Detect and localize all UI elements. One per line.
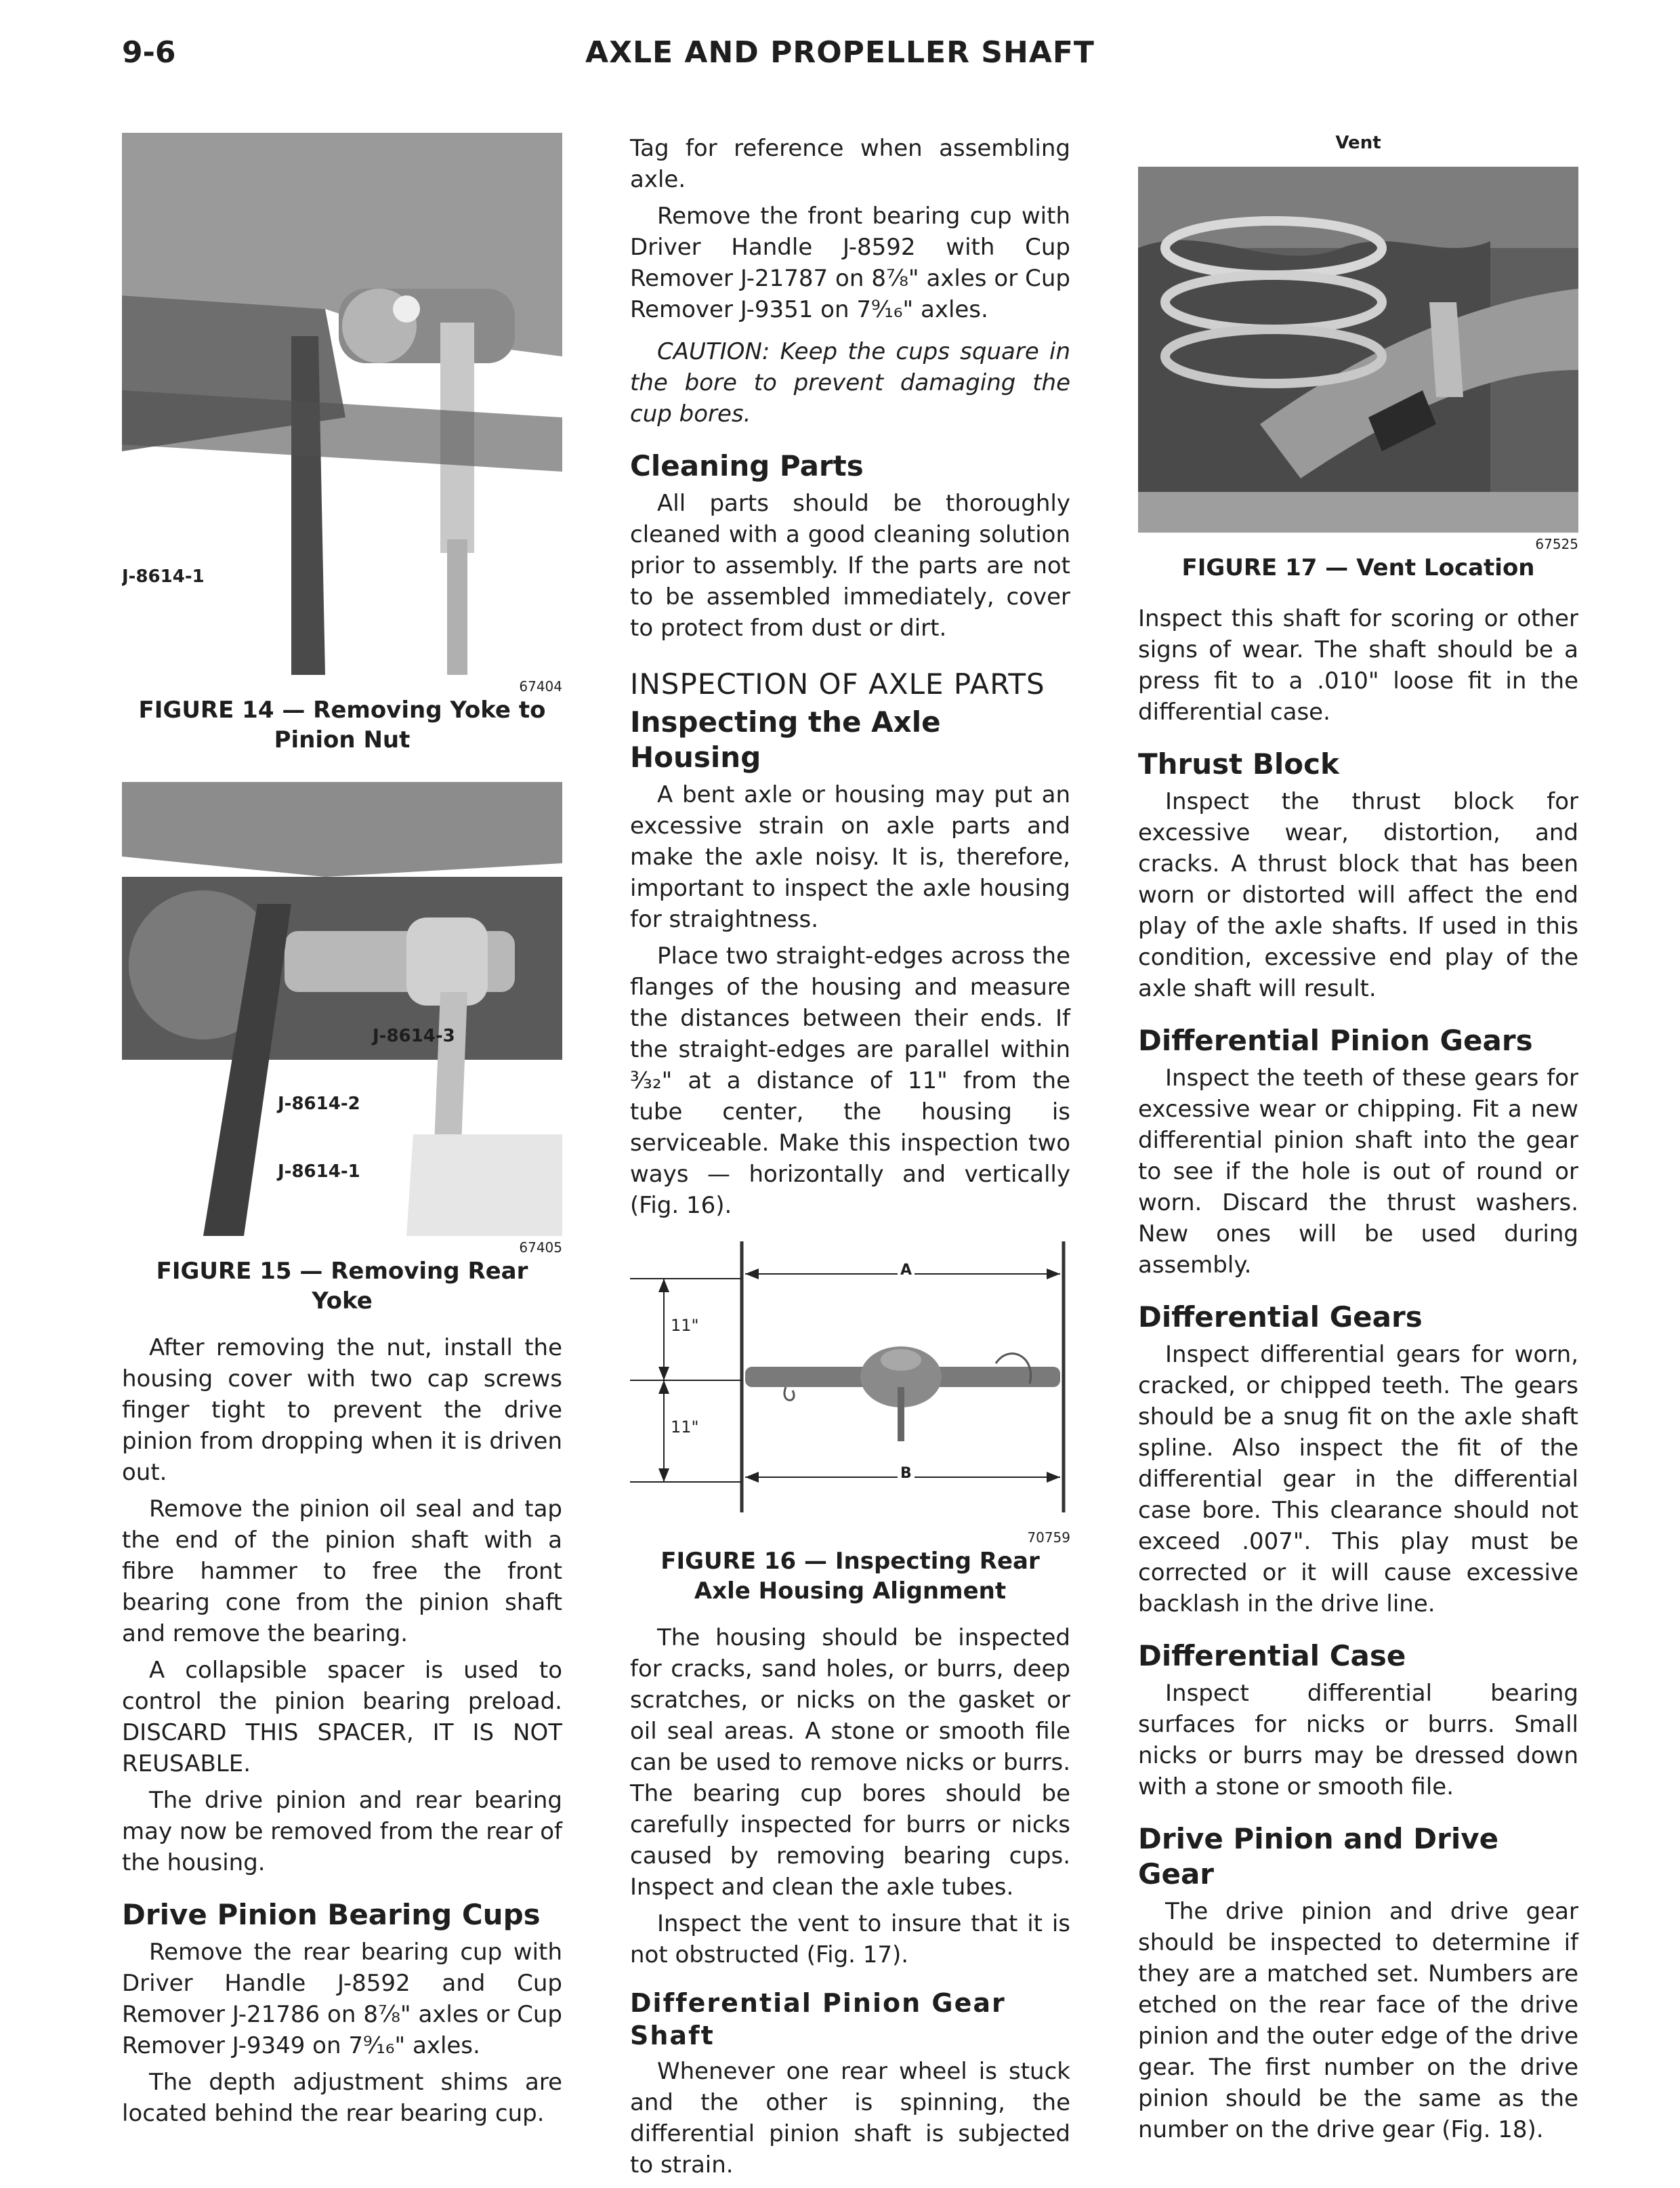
heading-drive-pinion-and-drive-gear: Drive Pinion and Drive Gear xyxy=(1138,1822,1499,1891)
heading-thrust-block: Thrust Block xyxy=(1138,747,1339,781)
figure-16-label-b: B xyxy=(898,1465,915,1482)
figure-16-label-a: A xyxy=(898,1262,915,1279)
figure-14-caption: FIGURE 14 — Removing Yoke to Pinion Nut xyxy=(138,697,546,754)
figure-15-caption: FIGURE 15 — Removing Rear Yoke xyxy=(156,1258,528,1315)
column-2 xyxy=(630,133,1070,2186)
figure-15-photo xyxy=(122,782,562,1236)
paragraph: Remove the rear bearing cup with Driver Handle J-8592 and Cup Remover J-21786 on 8⅞" axles or Cup Remover J-9349 on 7⁹⁄₁₆" axles. xyxy=(122,1939,562,2059)
paragraph: The drive pinion and rear bearing may now be removed from the rear of the housing. xyxy=(122,1787,562,1876)
paragraph: Remove the front bearing cup with Driver Handle J-8592 with Cup Remover J-21787 on 8⅞" axles or Cup Remover J-9351 on 7⁹⁄₁₆" axles. xyxy=(630,203,1070,323)
paragraph: After removing the nut, install the housing cover with two cap screws finger tight to prevent the drive pinion from dropping when it is driven out. xyxy=(122,1334,562,1486)
figure-14 xyxy=(122,133,562,755)
figure-14-photo xyxy=(122,133,562,675)
paragraph: Inspect differential gears for worn, cracked, or chipped teeth. The gears should be a snug fit on the axle shaft spline. Also inspect the fit of the differential gear in the differential case bore. This clearance should not exceed .007". This play must be corrected or it will cause excessive backlash in the drive line. xyxy=(1138,1341,1578,1617)
paragraph: Inspect the teeth of these gears for excessive wear or chipping. Fit a new differential pinion shaft into the gear to see if the hole is out of round or worn. Discard the thrust washers. New ones will be used during assembly. xyxy=(1138,1065,1578,1279)
figure-16 xyxy=(630,1241,1070,1606)
paragraph: Inspect this shaft for scoring or other signs of wear. The shaft should be a press fit to a .010" loose fit in the differential case. xyxy=(1138,605,1578,726)
paragraph: A bent axle or housing may put an excessive strain on axle parts and make the axle noisy. It is, therefore, important to inspect the axle housing for straightness. xyxy=(630,781,1070,933)
figure-16-dimension-upper: 11" xyxy=(671,1316,699,1335)
figure-15 xyxy=(122,782,562,1316)
figure-16-dimension-lower: 11" xyxy=(671,1418,699,1437)
paragraph: Remove the pinion oil seal and tap the end of the pinion shaft with a fibre hammer to free the front bearing cone from the pinion shaft and remove the bearing. xyxy=(122,1495,562,1647)
figure-15-label-j8614-2: J-8614-2 xyxy=(278,1094,360,1114)
figure-17 xyxy=(1138,133,1578,583)
figure-16-diagram xyxy=(630,1241,1070,1526)
figure-17-caption: FIGURE 17 — Vent Location xyxy=(1181,554,1535,581)
paragraph: The drive pinion and drive gear should be inspected to determine if they are a matched set. Numbers are etched on the rear face of the drive pinion and the outer edge of the drive gear. The first number on the drive pinion should be the same as the number on the drive gear (Fig. 18). xyxy=(1138,1898,1578,2143)
column-1 xyxy=(122,133,562,2134)
figure-17-vent-label: Vent xyxy=(1335,133,1381,153)
figure-16-number: 70759 xyxy=(1027,1529,1070,1546)
figure-17-photo xyxy=(1138,167,1578,533)
paragraph: The housing should be inspected for cracks, sand holes, or burrs, deep scratches, or nicks on the gasket or oil seal areas. A stone or smooth file can be used to remove nicks or burrs. The bearing cup bores should be carefully inspected for burrs or nicks caused by removing bearing cups. Inspect and clean the axle tubes. xyxy=(630,1624,1070,1901)
page-number: 9-6 xyxy=(122,35,176,70)
heading-differential-pinion-gears: Differential Pinion Gears xyxy=(1138,1024,1533,1057)
figure-16-caption: FIGURE 16 — Inspecting Rear Axle Housing Alignment xyxy=(660,1548,1040,1605)
paragraph: Inspect differential bearing surfaces for nicks or burrs. Small nicks or burrs may be dressed down with a stone or smooth file. xyxy=(1138,1680,1578,1800)
figure-14-number: 67404 xyxy=(519,678,562,695)
heading-differential-gears: Differential Gears xyxy=(1138,1300,1423,1334)
heading-cleaning-parts: Cleaning Parts xyxy=(630,449,864,482)
figure-15-label-j8614-1: J-8614-1 xyxy=(278,1161,360,1182)
paragraph: Place two straight-edges across the flanges of the housing and measure the distances between their ends. If the straight-edges are parallel within ³⁄₃₂" at a distance of 11" from the tube center, the housing is serviceable. Make this inspection two ways — horizontally and vertically (Fig. 16). xyxy=(630,943,1070,1219)
paragraph: All parts should be thoroughly cleaned with a good cleaning solution prior to assembly. If the parts are not to be assembled immediately, cover to protect from dust or dirt. xyxy=(630,490,1070,642)
heading-differential-pinion-gear-shaft: Differential Pinion Gear Shaft xyxy=(630,1988,1006,2050)
figure-14-tool-label: J-8614-1 xyxy=(122,566,205,587)
paragraph: Tag for reference when assembling axle. xyxy=(630,135,1070,193)
figure-15-label-j8614-3: J-8614-3 xyxy=(373,1026,455,1046)
caution-note: CAUTION: Keep the cups square in the bore to prevent damaging the cup bores. xyxy=(630,338,1070,428)
figure-17-number: 67525 xyxy=(1535,536,1578,552)
heading-inspecting-axle-housing: Inspecting the Axle Housing xyxy=(630,705,941,774)
page-title: AXLE AND PROPELLER SHAFT xyxy=(585,35,1095,70)
figure-15-number: 67405 xyxy=(519,1239,562,1256)
section-title: INSPECTION OF AXLE PARTS xyxy=(630,667,1045,701)
paragraph: Inspect the vent to insure that it is not obstructed (Fig. 17). xyxy=(630,1910,1070,1968)
heading-drive-pinion-bearing-cups: Drive Pinion Bearing Cups xyxy=(122,1898,541,1931)
paragraph: Inspect the thrust block for excessive wear, distortion, and cracks. A thrust block that has been worn or distorted will affect the end play of the axle shafts. If used in this condition, excessive end play of the axle shaft will result. xyxy=(1138,788,1578,1002)
paragraph: Whenever one rear wheel is stuck and the other is spinning, the differential pinion shaft is subjected to strain. xyxy=(630,2058,1070,2179)
heading-differential-case: Differential Case xyxy=(1138,1639,1406,1672)
paragraph: The depth adjustment shims are located behind the rear bearing cup. xyxy=(122,2069,562,2127)
column-3 xyxy=(1138,133,1578,2151)
paragraph: A collapsible spacer is used to control the pinion bearing preload. DISCARD THIS SPACER, IT IS NOT REUSABLE. xyxy=(122,1657,562,1777)
